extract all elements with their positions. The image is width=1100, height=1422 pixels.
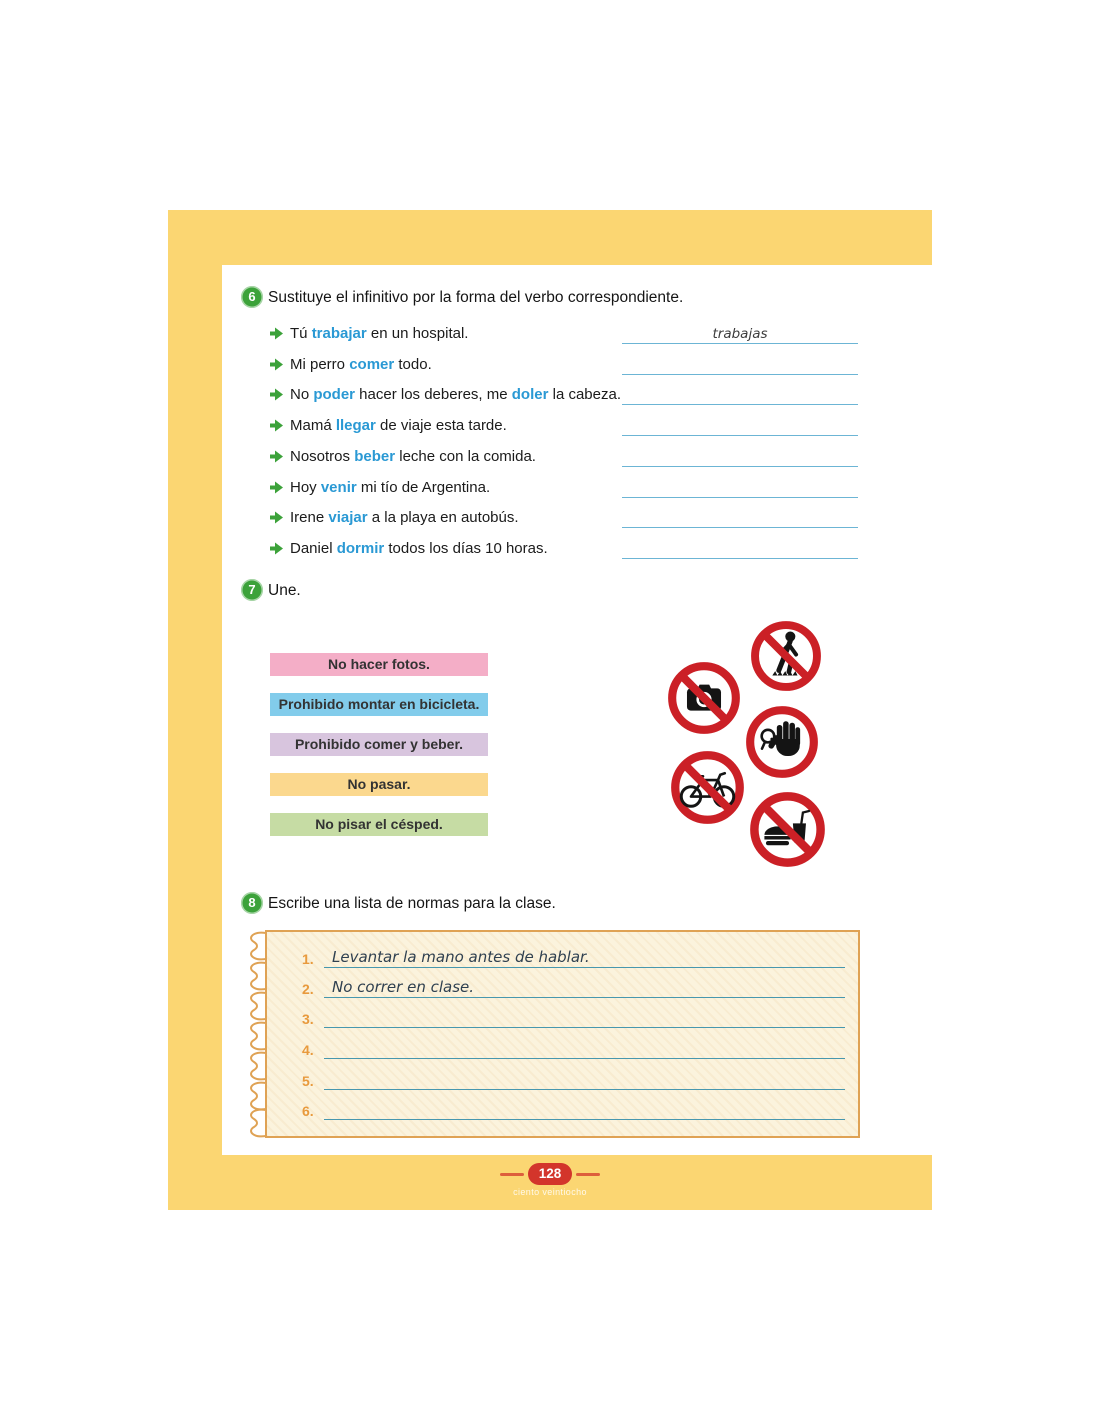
arrow-bullet-icon bbox=[270, 419, 283, 432]
exercise7-number-badge: 7 bbox=[241, 579, 263, 601]
exercise6-row bbox=[270, 507, 858, 527]
match-label-no-grass[interactable]: No pisar el césped. bbox=[270, 813, 488, 836]
exercise6-row bbox=[270, 477, 858, 497]
page-number-dash bbox=[500, 1173, 524, 1176]
sentence-text: Mi perro comer todo. bbox=[290, 355, 432, 373]
match-label-no-entry[interactable]: No pasar. bbox=[270, 773, 488, 796]
page-number-dash bbox=[576, 1173, 600, 1176]
answer-line[interactable] bbox=[622, 384, 858, 405]
rule-write-line[interactable] bbox=[324, 1037, 845, 1059]
sentence-text: Hoy venir mi tío de Argentina. bbox=[290, 478, 491, 496]
rule-line: 6. bbox=[302, 1098, 845, 1120]
match-label-no-eating-drinking[interactable]: Prohibido comer y beber. bbox=[270, 733, 488, 756]
sentence-text: Daniel dormir todos los días 10 horas. bbox=[290, 539, 548, 557]
rule-line: 2. No correr en clase. bbox=[302, 976, 845, 998]
rule-write-line[interactable] bbox=[324, 1068, 845, 1090]
no-bicycles-sign-icon[interactable] bbox=[670, 750, 745, 825]
no-walking-on-grass-sign-icon[interactable] bbox=[750, 620, 822, 692]
no-food-drink-sign-icon[interactable] bbox=[749, 791, 826, 868]
written-rule: Levantar la mano antes de hablar. bbox=[332, 948, 590, 966]
match-label-no-photos[interactable]: No hacer fotos. bbox=[270, 653, 488, 676]
rule-line: 4. bbox=[302, 1037, 845, 1059]
match-label-no-bicycles[interactable]: Prohibido montar en bicicleta. bbox=[270, 693, 488, 716]
page-number-badge: 128 bbox=[528, 1163, 572, 1185]
rule-write-line[interactable] bbox=[324, 976, 845, 998]
exercise6-number-badge: 6 bbox=[241, 286, 263, 308]
exercise7-title: Une. bbox=[268, 582, 301, 599]
no-entry-hand-sign-icon[interactable] bbox=[745, 705, 819, 779]
rule-line: 3. bbox=[302, 1006, 845, 1028]
exercise8-title: Escribe una lista de normas para la clase. bbox=[268, 895, 556, 912]
answer-line[interactable] bbox=[622, 323, 858, 344]
arrow-bullet-icon bbox=[270, 481, 283, 494]
answer-line[interactable] bbox=[622, 354, 858, 375]
answer-line[interactable] bbox=[622, 415, 858, 436]
arrow-bullet-icon bbox=[270, 450, 283, 463]
exercise8-number-badge: 8 bbox=[241, 892, 263, 914]
sentence-text: No poder hacer los deberes, me doler la cabeza. bbox=[290, 385, 621, 403]
rule-write-line[interactable] bbox=[324, 1006, 845, 1028]
answer-line[interactable] bbox=[622, 538, 858, 559]
exercise6-row bbox=[270, 415, 858, 435]
exercise6-title: Sustituye el infinitivo por la forma del verbo correspondiente. bbox=[268, 289, 684, 306]
page-number-words: ciento veintiocho bbox=[513, 1187, 587, 1197]
exercise6-row bbox=[270, 538, 858, 558]
arrow-bullet-icon bbox=[270, 511, 283, 524]
rule-write-line[interactable] bbox=[324, 1098, 845, 1120]
rule-write-line[interactable] bbox=[324, 946, 845, 968]
sentence-text: Tú trabajar en un hospital. bbox=[290, 324, 469, 342]
no-photos-sign-icon[interactable] bbox=[667, 661, 741, 735]
exercise6-row bbox=[270, 446, 858, 466]
exercise6-row bbox=[270, 354, 858, 374]
exercise6-row bbox=[270, 323, 858, 343]
rule-line: 1. Levantar la mano antes de hablar. bbox=[302, 946, 845, 968]
answer-line[interactable] bbox=[622, 446, 858, 467]
arrow-bullet-icon bbox=[270, 542, 283, 555]
sentence-text: Mamá llegar de viaje esta tarde. bbox=[290, 416, 507, 434]
arrow-bullet-icon bbox=[270, 327, 283, 340]
written-answer: trabajas bbox=[712, 326, 768, 342]
sentence-text: Nosotros beber leche con la comida. bbox=[290, 447, 536, 465]
rule-line: 5. bbox=[302, 1068, 845, 1090]
answer-line[interactable] bbox=[622, 477, 858, 498]
notebook-spiral-edge bbox=[246, 930, 290, 1138]
answer-line[interactable] bbox=[622, 507, 858, 528]
exercise6-row bbox=[270, 384, 858, 404]
sentence-text: Irene viajar a la playa en autobús. bbox=[290, 508, 519, 526]
arrow-bullet-icon bbox=[270, 388, 283, 401]
arrow-bullet-icon bbox=[270, 358, 283, 371]
written-rule: No correr en clase. bbox=[332, 978, 475, 996]
